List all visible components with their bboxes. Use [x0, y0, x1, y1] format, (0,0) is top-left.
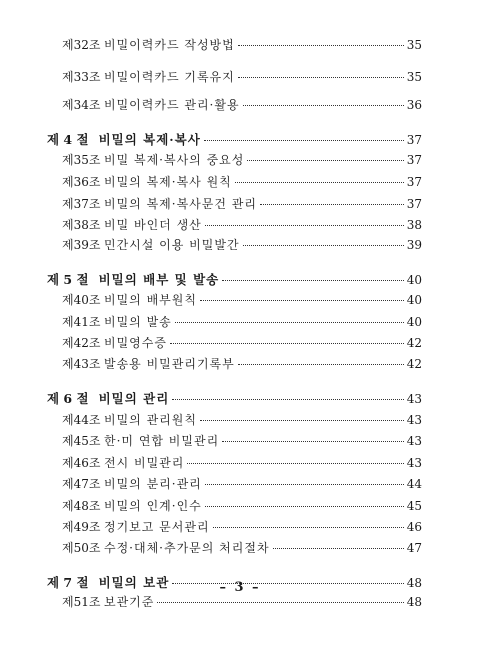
- toc-dot-leader: [175, 321, 404, 323]
- toc-entry-title: 비밀 복제·복사의 중요성: [104, 153, 245, 167]
- toc-article-row: [62, 497, 422, 514]
- toc-dot-leader: [205, 505, 404, 507]
- toc-dot-leader: [243, 104, 404, 106]
- toc-entry-number: 제51조: [62, 595, 101, 609]
- toc-entry-page: 40: [406, 293, 422, 307]
- toc-entry-page: 40: [406, 273, 422, 287]
- toc-entry-page: 37: [406, 197, 422, 211]
- toc-article-row: [62, 334, 422, 351]
- toc-article-row: [62, 518, 422, 535]
- toc-dot-leader: [260, 203, 404, 205]
- toc-article-row: [62, 291, 422, 308]
- toc-entry-title: 비밀의 관리원칙: [104, 413, 197, 427]
- toc-entry-number: 제47조: [62, 477, 101, 491]
- toc-dot-leader: [238, 363, 404, 365]
- toc-dot-leader: [157, 601, 403, 603]
- toc-entry-number: 제32조: [62, 38, 101, 52]
- toc-entry-title: 전시 비밀관리: [104, 456, 185, 470]
- toc-article-row: [62, 216, 422, 233]
- toc-entry-number: 제40조: [62, 293, 101, 307]
- toc-entry-page: 48: [406, 576, 422, 590]
- toc-article-row: [62, 475, 422, 492]
- toc-entry-page: 43: [406, 434, 422, 448]
- toc-entry-page: 35: [406, 38, 422, 52]
- toc-entry-number: 제37조: [62, 197, 101, 211]
- toc-entry-title: 보관기준: [104, 595, 155, 609]
- toc-entry-title: 발송용 비밀관리기록부: [104, 357, 235, 371]
- toc-dot-leader: [205, 483, 404, 485]
- toc-article-row: [62, 173, 422, 190]
- toc-entry-page: 43: [406, 392, 422, 406]
- toc-entry-title: 비밀의 배부원칙: [104, 293, 197, 307]
- toc-dot-leader: [200, 419, 404, 421]
- toc-dot-leader: [243, 244, 404, 246]
- toc-dot-leader: [222, 440, 404, 442]
- toc-article-row: [62, 454, 422, 471]
- toc-entry-number: 제45조: [62, 434, 101, 448]
- toc-entry-number: 제41조: [62, 315, 101, 329]
- toc-entry-title: 정기보고 문서관리: [104, 520, 210, 534]
- toc-entry-title: 한·미 연합 비밀관리: [104, 434, 220, 448]
- toc-entry-page: 38: [406, 218, 422, 232]
- toc-entry-page: 43: [406, 456, 422, 470]
- toc-entry-title: 비밀이력카드 기록유지: [104, 70, 235, 84]
- toc-dot-leader: [238, 44, 404, 46]
- toc-entry-title: 비밀이력카드 관리·활용: [104, 98, 240, 112]
- toc-entry-title: 비밀의 보관: [98, 575, 170, 590]
- toc-article-row: [62, 411, 422, 428]
- toc-entry-title: 비밀의 배부 및 발송: [98, 272, 220, 287]
- toc-entry-page: 47: [406, 541, 422, 555]
- toc-entry-page: 46: [406, 520, 422, 534]
- toc-entry-number: 제35조: [62, 153, 101, 167]
- toc-dot-leader: [235, 181, 404, 183]
- toc-entry-page: 44: [406, 477, 422, 491]
- toc-entry-number: 제49조: [62, 520, 101, 534]
- toc-dot-leader: [172, 398, 403, 400]
- toc-entry-number: 제33조: [62, 70, 101, 84]
- toc-article-row: [62, 593, 422, 610]
- toc-entry-number: 제43조: [62, 357, 101, 371]
- toc-entry-page: 36: [406, 98, 422, 112]
- toc-article-row: [62, 96, 422, 113]
- toc-entry-title: 비밀이력카드 작성방법: [104, 38, 235, 52]
- toc-entry-page: 42: [406, 336, 422, 350]
- toc-section-row: [47, 130, 422, 148]
- toc-article-row: [62, 68, 422, 85]
- toc-entry-title: 비밀 바인더 생산: [104, 218, 202, 232]
- toc-entry-title: 비밀영수증: [104, 336, 167, 350]
- toc-entry-page: 39: [406, 238, 422, 252]
- toc-article-row: [62, 313, 422, 330]
- toc-section-row: [47, 270, 422, 288]
- toc-dot-leader: [213, 526, 404, 528]
- toc-entry-number: 제46조: [62, 456, 101, 470]
- toc-dot-leader: [205, 224, 404, 226]
- toc-section-row: [47, 389, 422, 407]
- toc-entry-page: 37: [406, 175, 422, 189]
- toc-entry-title: 비밀의 발송: [104, 315, 172, 329]
- toc-dot-leader: [204, 139, 404, 141]
- toc-dot-leader: [187, 462, 403, 464]
- toc-dot-leader: [247, 159, 403, 161]
- toc-dot-leader: [222, 279, 404, 281]
- page-number-footer: – 3 –: [219, 580, 261, 595]
- toc-entry-number: 제 7 절: [47, 575, 89, 590]
- toc-entry-number: 제36조: [62, 175, 101, 189]
- toc-article-row: [62, 539, 422, 556]
- toc-entry-page: 37: [406, 133, 422, 147]
- toc-entry-title: 수정·대체·추가문의 처리절차: [104, 541, 270, 555]
- toc-entry-number: 제48조: [62, 499, 101, 513]
- toc-entry-page: 42: [406, 357, 422, 371]
- toc-entry-number: 제 6 절: [47, 391, 89, 406]
- toc-entry-title: 비밀의 복제·복사: [98, 132, 201, 147]
- toc-article-row: [62, 36, 422, 53]
- toc-entry-number: 제38조: [62, 218, 101, 232]
- toc-dot-leader: [170, 342, 404, 344]
- toc-entry-number: 제 4 절: [47, 132, 89, 147]
- toc-dot-leader: [238, 76, 404, 78]
- toc-entry-page: 40: [406, 315, 422, 329]
- toc-entry-title: 민간시설 이용 비밀발간: [104, 238, 240, 252]
- toc-entry-page: 45: [406, 499, 422, 513]
- toc-entry-page: 48: [406, 595, 422, 609]
- toc-entry-number: 제39조: [62, 238, 101, 252]
- toc-entry-title: 비밀의 복제·복사 원칙: [104, 175, 232, 189]
- toc-entry-page: 43: [406, 413, 422, 427]
- toc-entry-number: 제50조: [62, 541, 101, 555]
- toc-entry-title: 비밀의 복제·복사문건 관리: [104, 197, 257, 211]
- toc-entry-number: 제42조: [62, 336, 101, 350]
- toc-entry-title: 비밀의 관리: [98, 391, 170, 406]
- toc-entry-page: 37: [406, 153, 422, 167]
- toc-article-row: [62, 355, 422, 372]
- toc-entry-number: 제44조: [62, 413, 101, 427]
- toc-article-row: [62, 151, 422, 168]
- toc-entry-number: 제34조: [62, 98, 101, 112]
- toc-article-row: [62, 236, 422, 253]
- toc-article-row: [62, 432, 422, 449]
- toc-article-row: [62, 195, 422, 212]
- toc-dot-leader: [200, 299, 404, 301]
- toc-entry-title: 비밀의 인계·인수: [104, 499, 202, 513]
- toc-entry-number: 제 5 절: [47, 272, 89, 287]
- toc-entry-page: 35: [406, 70, 422, 84]
- toc-entry-title: 비밀의 분리·관리: [104, 477, 202, 491]
- toc-dot-leader: [273, 547, 404, 549]
